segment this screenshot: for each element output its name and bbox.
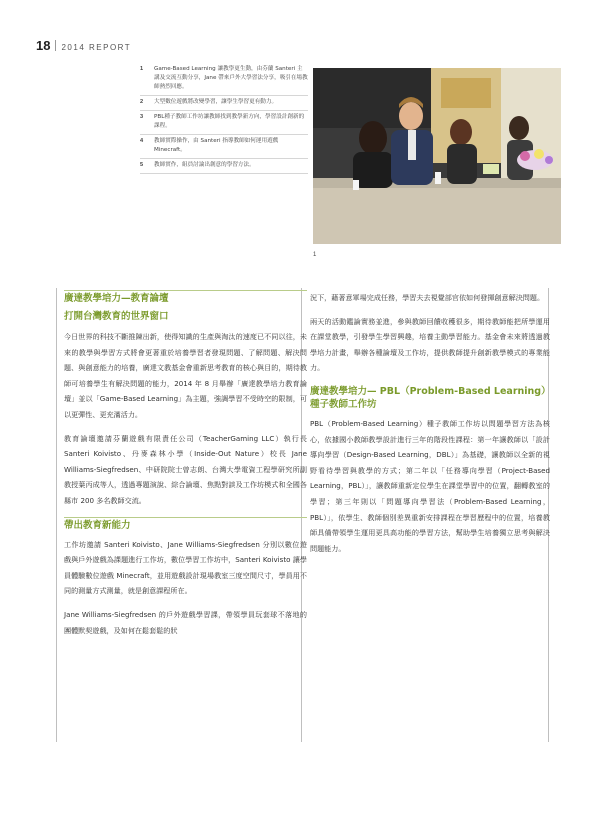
caption-number: 2 xyxy=(140,99,144,105)
caption-text: Game-Based Learning 讓教學更生動，由芬蘭 Santeri 主講及交流互動分享，Jane 帶來戶外大學習法分享，吸引在場教師熱烈回應。 xyxy=(154,66,308,90)
caption-text: 大型數位遊戲將改變學習，讓學生學習更有動力。 xyxy=(154,99,278,105)
left-column xyxy=(64,290,307,646)
caption-number: 1 xyxy=(140,66,144,72)
body-paragraph: PBL（Problem-Based Learning）種子教師工作坊以問題學習方法為核心，依據國小教師教學設計進行三年的階段性課程：第一年讓教師以「設計導向學習（Design-Based Learning，DBL）」為基礎，讓教師以全新的視野看待學習與教學的方式；第二年以「任務導向學習（Project-Based Learning，PBL）」，讓教師重新定位學生在課堂學習中的位置，翻轉教室的學習；第三年則以「問題導向學習法（Problem-Based Learning，PBL）」，依學生、教師個別差異重新安排課程在學習歷程中的位置，培養教師具備帶領學生運用更具高功能的學習方法，幫助學生培養獨立思考與解決問題能力。 xyxy=(310,418,550,553)
photo-captions xyxy=(140,63,308,174)
right-column xyxy=(310,290,550,564)
caption-number: 5 xyxy=(140,162,144,168)
page-number: 18 xyxy=(36,38,51,53)
caption-number: 3 xyxy=(140,114,144,120)
body-paragraph: 教育論壇邀請芬蘭遊戲有限責任公司（TeacherGaming LLC）執行長 Santeri Koivisto、丹麥森林小學（Inside-Out Nature）校長 Jane Williams-Siegfredsen、中研院院士曾志朗、台灣大學電資工程學研究所副教授葉丙成等人，透過專題演說、綜合論壇、焦點對談及工作坊模式和全國各縣市 200 多名教師交流。 xyxy=(64,433,307,505)
body-paragraph: 況下，藉著意軍場完成任務，學習夫去視覺部官依如何發揮創意解決問題。 xyxy=(310,293,545,302)
caption-item xyxy=(140,63,308,96)
caption-item xyxy=(140,111,308,135)
body-paragraph: Jane Williams-Siegfredsen 的戶外遊戲學習課，帶領學員玩套球不落地的團體默契遊戲，及如何在鬆套鬆的狀 xyxy=(64,609,307,635)
body-paragraph: 今日世界的科技不斷推陳出新，使得知識的生產與淘汰的速度已不同以往，未來的教學與學習方式將會更著重於培養學習者發現問題、了解問題、解決問題、與創意能力的培養，廣達文教基金會重新思考教育的核心與目的，期待教師可培養學生有解決問題的能力，2014 年 8 月舉辦「廣達教學培力教育論壇」並以「Game-Based Learning」為主題，強調學習不受時空的限制，可以更彈性、更充滿活力。 xyxy=(64,332,307,419)
page-header xyxy=(36,38,131,52)
caption-text: 教師實際操作，由 Santeri 指導教師如何運用遊戲 Minecraft。 xyxy=(154,138,279,153)
photo-number: 1 xyxy=(313,252,317,258)
column-rule-left xyxy=(56,288,57,742)
forum-panel-photo xyxy=(313,68,561,244)
caption-text: PBL種子教師工作坊讓教師找到教學新方向，學習設計創新的課程。 xyxy=(154,114,305,129)
caption-item xyxy=(140,96,308,111)
caption-item xyxy=(140,135,308,159)
section-title-pbl: 廣達教學培力— PBL（Problem-Based Learning）種子教師工作坊 xyxy=(310,385,546,410)
body-paragraph: 工作坊邀請 Santeri Koivisto、Jane Williams-Siegfredsen 分別以數位遊戲與戶外遊戲為課題進行工作坊，數位學習工作坊中，Santeri Koivisto 讓學員體驗數位遊戲 Minecraft，並用遊戲設計現場教室三度空間尺寸，學員用不同的測量方式測量，就是創意課程所在。 xyxy=(64,539,307,596)
section-title-forum: 廣達教學培力—教育論壇 xyxy=(64,290,307,305)
photo-illustration xyxy=(313,68,561,244)
caption-item xyxy=(140,159,308,174)
section-title-new-ability: 帶出教育新能力 xyxy=(64,517,307,532)
section-subtitle: 打開台灣教育的世界窗口 xyxy=(64,311,169,322)
body-paragraph: 兩天的活動鑑論實務並進，參與教師回饋收穫很多，期待教師能把所學運用在課堂教學，引發學生學習興趣，培養主動學習能力。基金會未來將透過教學培力計畫，舉辦各種論壇及工作坊，提供教師提升創新教學模式的專業能力。 xyxy=(310,316,550,373)
report-label: 2014 REPORT xyxy=(61,43,132,52)
caption-number: 4 xyxy=(140,138,144,144)
header-divider xyxy=(55,40,56,51)
caption-text: 教師實作，組員討論出創意的學習方法。 xyxy=(154,162,255,168)
